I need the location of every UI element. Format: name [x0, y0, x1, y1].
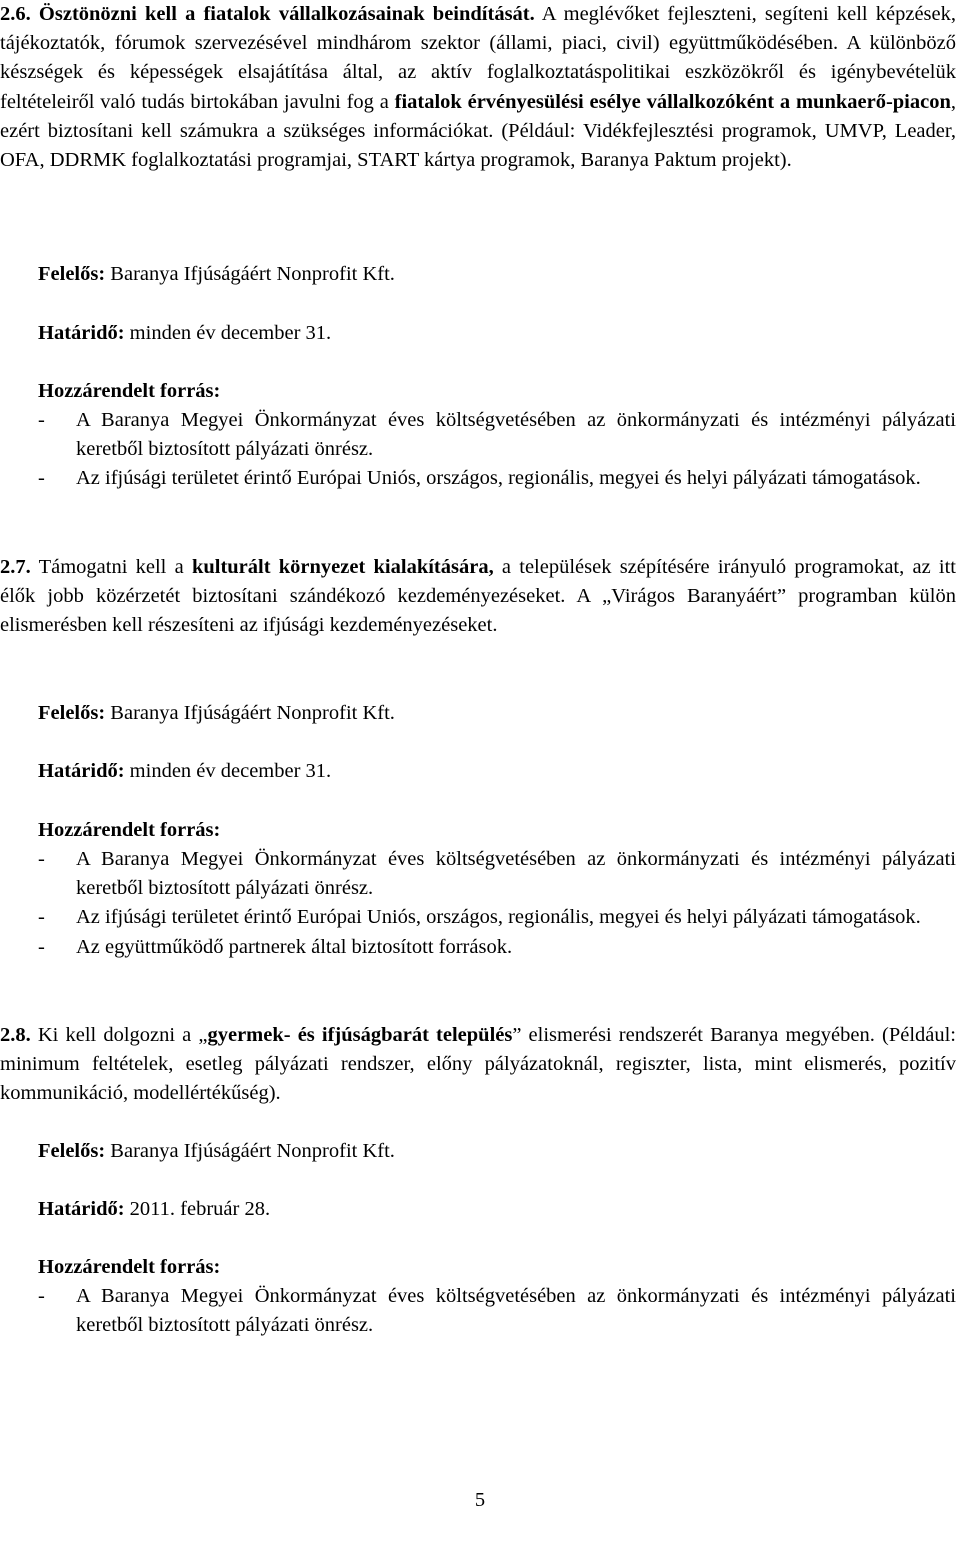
deadline-label: Határidő: — [38, 322, 125, 344]
responsible-value: Baranya Ifjúságáért Nonprofit Kft. — [105, 702, 395, 724]
list-item: - A Baranya Megyei Önkormányzat éves költségvetésében az önkormányzati és intézményi pályázati keretből biztosított pályázati önrész. — [38, 848, 956, 900]
section-number: 2.8. — [0, 1024, 31, 1046]
paragraph-emphasis: fiatalok érvényesülési esélye vállalkozóként a munkaerő-piacon — [394, 90, 951, 113]
funding-label: Hozzárendelt forrás: — [38, 1256, 221, 1278]
funding-list — [38, 845, 956, 962]
responsible-label: Felelős: — [38, 263, 106, 285]
paragraph-text: a települések szépítésére irányuló programokat, az itt élők jobb közérzetét biztosítani szándékozó kezdeményezéseket. A „Virágos Baranyáért” programban külön elismerésben kell részesíteni az ifjúsági kezdeményezéseket. — [0, 556, 956, 637]
paragraph-emphasis: gyermek- és ifjúságbarát település — [207, 1024, 513, 1046]
section-2-7-paragraph — [0, 553, 956, 641]
funding-list — [38, 1282, 956, 1340]
deadline-line — [38, 757, 331, 786]
responsible-label: Felelős: — [38, 702, 106, 724]
deadline-label: Határidő: — [38, 1198, 125, 1220]
section-number: 2.6. — [0, 3, 31, 25]
paragraph-text: A meglévőket fejleszteni, segíteni kell képzések, tájékoztatók, fórumok szervezésével mindhárom szektor (állami, piaci, civil) együttműködésében. A különböző készségek és képességek elsajátítása által, az aktív foglalkoztatáspolitikai eszközökről és igénybevételük feltételeiről való tudás birtokában javulni fog a — [0, 3, 957, 113]
section-2-8-paragraph — [0, 1021, 956, 1109]
list-item: - Az együttműködő partnerek által biztosított források. — [38, 935, 513, 958]
paragraph-text: Ki kell dolgozni a „ — [30, 1024, 208, 1046]
funding-list — [38, 406, 956, 494]
responsible-line — [38, 260, 395, 289]
funding-label: Hozzárendelt forrás: — [38, 819, 221, 841]
paragraph-text: , ezért biztosítani kell számukra a szükséges információkat. (Például: Vidékfejlesztési programok, UMVP, Leader, OFA, DDRMK foglalkoztatási programjai, START kártya programok, Baranya Paktum projekt). — [0, 90, 956, 172]
section-number: 2.7. — [0, 556, 31, 578]
deadline-value: minden év december 31. — [124, 760, 332, 782]
deadline-line — [38, 319, 331, 348]
deadline-value: 2011. február 28. — [124, 1198, 271, 1220]
deadline-label: Határidő: — [38, 760, 125, 782]
responsible-line — [38, 699, 395, 728]
responsible-value: Baranya Ifjúságáért Nonprofit Kft. — [105, 263, 395, 285]
section-2-6-paragraph — [0, 0, 956, 175]
paragraph-text: Támogatni kell a — [30, 556, 192, 578]
page-number: 5 — [474, 1489, 486, 1511]
list-item: - A Baranya Megyei Önkormányzat éves költségvetésében az önkormányzati és intézményi pályázati keretből biztosított pályázati önrész. — [38, 1285, 956, 1337]
responsible-label: Felelős: — [38, 1140, 106, 1162]
deadline-line — [38, 1195, 270, 1224]
responsible-value: Baranya Ifjúságáért Nonprofit Kft. — [105, 1140, 395, 1162]
funding-label: Hozzárendelt forrás: — [38, 380, 221, 402]
deadline-value: minden év december 31. — [124, 322, 332, 344]
responsible-line — [38, 1137, 395, 1166]
section-heading: Ösztönözni kell a fiatalok vállalkozásainak beindítását. — [38, 3, 535, 25]
paragraph-emphasis: kulturált környezet kialakítására, — [191, 556, 494, 578]
list-item: - A Baranya Megyei Önkormányzat éves költségvetésében az önkormányzati és intézményi pályázati keretből biztosított pályázati önrész. — [38, 409, 956, 461]
list-item: - Az ifjúsági területet érintő Európai Uniós, országos, regionális, megyei és helyi pályázati támogatások. — [38, 906, 921, 929]
list-item: - Az ifjúsági területet érintő Európai Uniós, országos, regionális, megyei és helyi pályázati támogatások. — [38, 467, 921, 490]
paragraph-text: ” elismerési rendszerét Baranya megyében. (Például: minimum feltételek, esetleg pályázati rendszer, előny pályázatoknál, regiszter, lista, mint elismerés, pozitív kommunikáció, modellértékűség). — [0, 1024, 956, 1105]
